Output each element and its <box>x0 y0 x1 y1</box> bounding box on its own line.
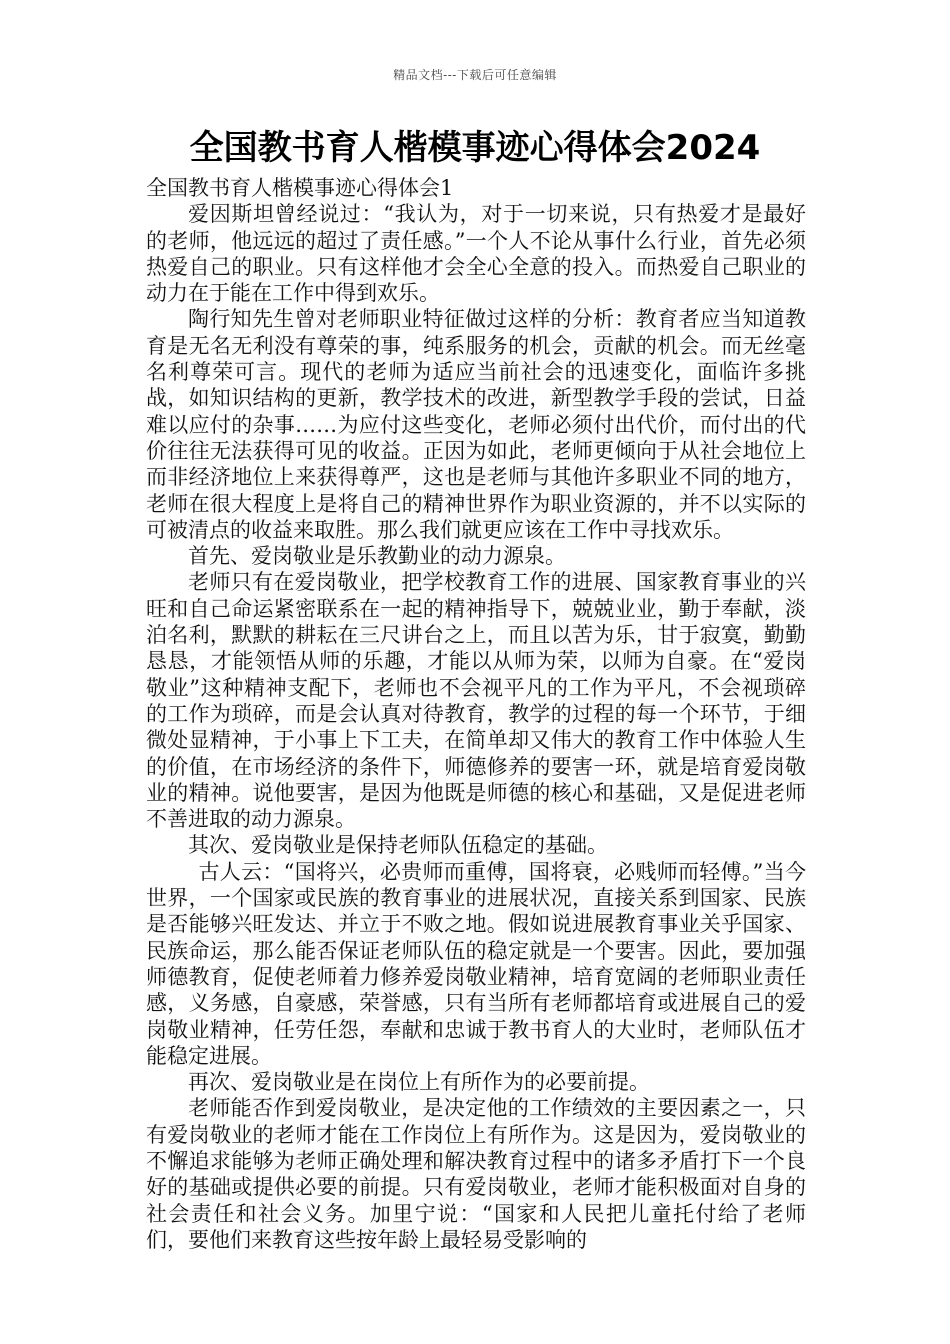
paragraph-second-point: 其次、爱岗敬业是保持老师队伍稳定的基础。 <box>188 833 608 858</box>
paragraph-performance: 老师能否作到爱岗敬业，是决定他的工作绩效的主要因素之一，只有爱岗敬业的老师才能在工作岗位上有所作为。这是因为，爱岗敬业的不懈追求能够为老师正确处理和解决教育过程中的诸多矛盾打下一个良好的基础或提供必要的前提。只有爱岗敬业，老师才能积极面对自身的社会责任和社会义务。加里宁说：“国家和人民把儿童托付给了老师们，要他们来教育这些按年龄上最轻易受影响的 <box>146 1096 806 1252</box>
page-header-note: 精品文档---下载后可任意编辑 <box>393 68 557 82</box>
paragraph-tao-xingzhi: 陶行知先生曾对老师职业特征做过这样的分析：教育者应当知道教育是无名无利没有尊荣的事，纯系服务的机会，贡献的机会。而无丝毫名利尊荣可言。现代的老师为适应当前社会的迅速变化，面临许多挑战，如知识结构的更新，教学技术的改进，新型教学手段的尝试，日益难以应付的杂事……为应付这些变化，老师必须付出代价，而付出的代价往往无法获得可见的收益。正因为如此，老师更倾向于从社会地位上而非经济地位上来获得尊严，这也是老师与其他许多职业不同的地方，老师在很大程度上是将自己的精神世界作为职业资源的，并不以实际的可被清点的收益来取胜。那么我们就更应该在工作中寻找欢乐。 <box>146 307 806 542</box>
paragraph-first-point: 首先、爱岗敬业是乐教勤业的动力源泉。 <box>188 544 566 569</box>
paragraph-ancient-saying: 古人云：“国将兴，必贵师而重傅，国将衰，必贱师而轻傅。”当今世界，一个国家或民族的教育事业的进展状况，直接关系到国家、民族是否能够兴旺发达、并立于不败之地。假如说进展教育事业关乎国家、民族命运，那么能否保证老师队伍的稳定就是一个要害。因此，要加强师德教育，促使老师着力修养爱岗敬业精神，培育宽阔的老师职业责任感，义务感，自豪感，荣誉感，只有当所有老师都培育或进展自己的爱岗敬业精神，任劳任怨，奉献和忠诚于教书育人的大业时，老师队伍才能稳定进展。 <box>146 859 806 1068</box>
paragraph-third-point: 再次、爱岗敬业是在岗位上有所作为的必要前提。 <box>188 1070 650 1095</box>
paragraph-dedication: 老师只有在爱岗敬业，把学校教育工作的进展、国家教育事业的兴旺和自己命运紧密联系在一起的精神指导下，兢兢业业，勤于奉献，淡泊名利，默默的耕耘在三尺讲台之上，而且以苦为乐，甘于寂寞，勤勤恳恳，才能领悟从师的乐趣，才能以从师为荣，以师为自豪。在“爱岗敬业”这种精神支配下，老师也不会视平凡的工作为平凡，不会视琐碎的工作为琐碎，而是会认真对待教育，教学的过程的每一个环节，于细微处显精神，于小事上下工夫，在简单却又伟大的教育工作中体验人生的价值，在市场经济的条件下，师德修养的要害一环，就是培育爱岗敬业的精神。说他要害，是因为他既是师德的核心和基础，又是促进老师不善进取的动力源泉。 <box>146 570 806 832</box>
document-body <box>146 175 806 1253</box>
section-subtitle: 全国教书育人楷模事迹心得体会1 <box>146 176 454 200</box>
document-title: 全国教书育人楷模事迹心得体会2024 <box>189 128 761 168</box>
paragraph-einstein: 爱因斯坦曾经说过：“我认为，对于一切来说，只有热爱才是最好的老师，他远远的超过了责任感。”一个人不论从事什么行业，首先必须热爱自己的职业。只有这样他才会全心全意的投入。而热爱自己职业的动力在于能在工作中得到欢乐。 <box>146 202 806 306</box>
